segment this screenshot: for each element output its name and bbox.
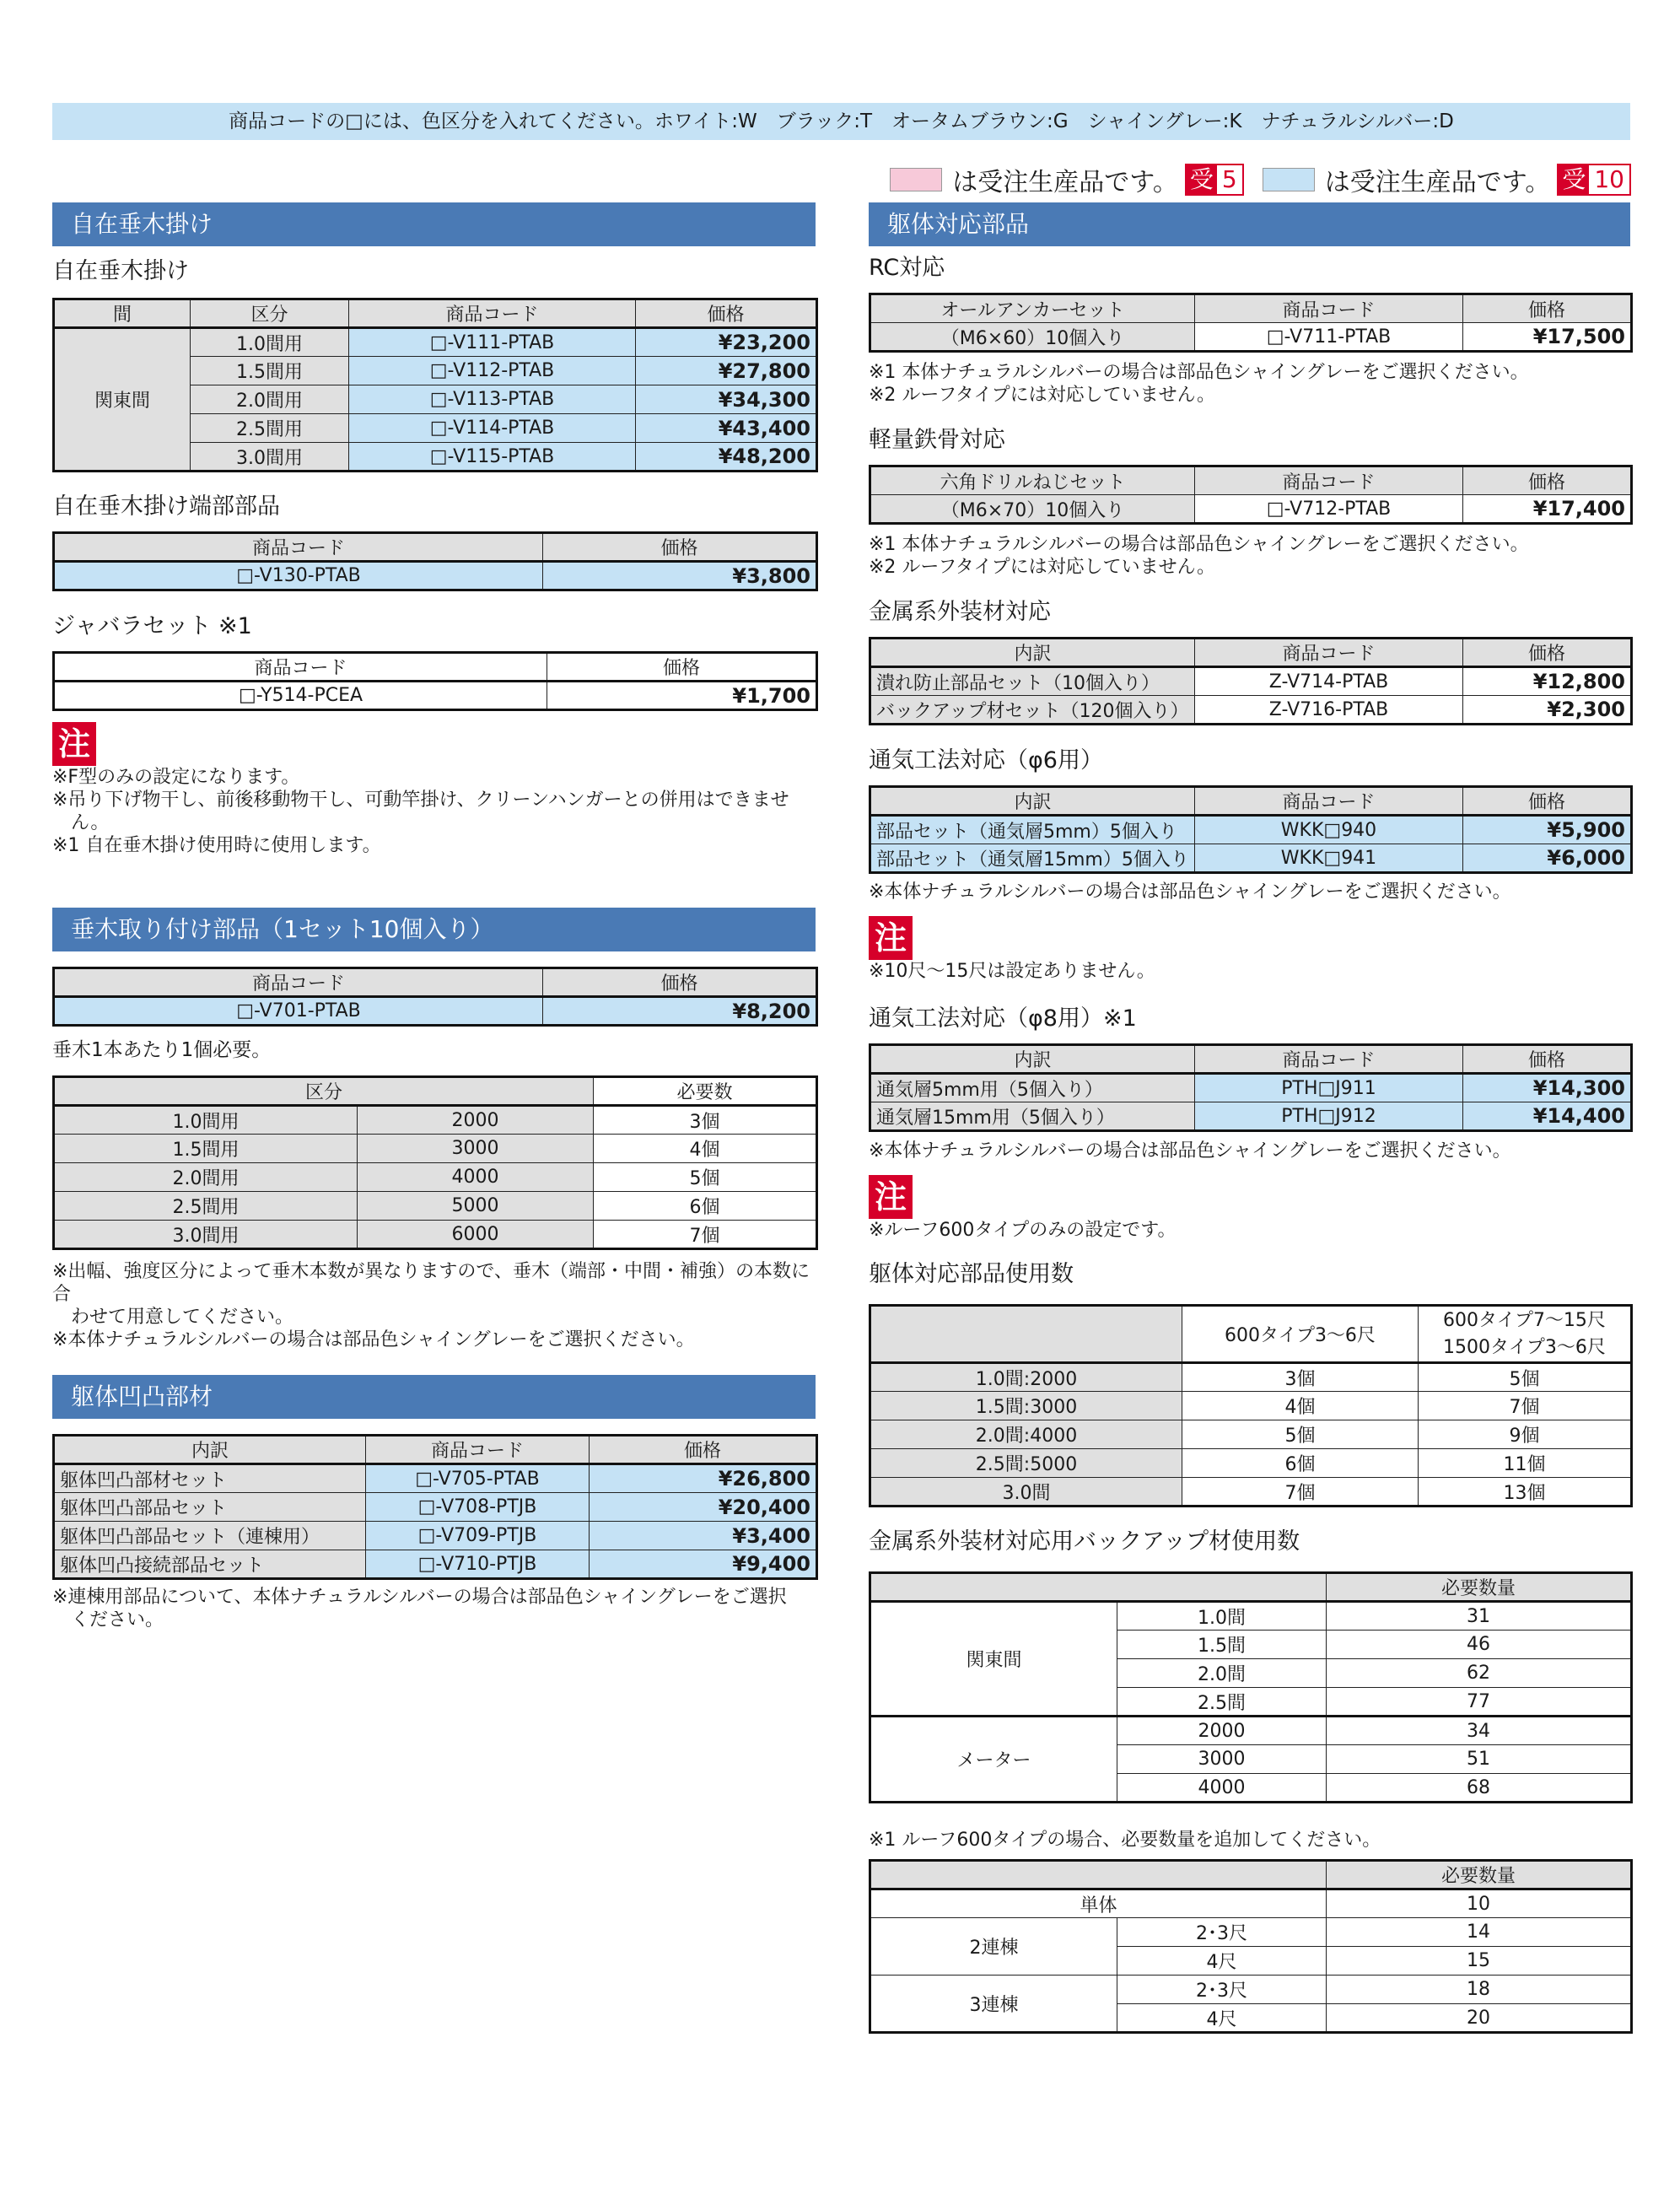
qty-cell: 15: [1327, 1947, 1632, 1976]
size-cell: 4000: [358, 1163, 594, 1192]
qty-cell: 62: [1327, 1659, 1632, 1688]
kubun-cell: 1.0間用: [54, 1106, 358, 1135]
price-cell: ¥14,400: [1463, 1102, 1632, 1131]
legend-text-2: は受注生産品です。: [1324, 168, 1551, 197]
code-cell: PTH□J911: [1195, 1074, 1463, 1102]
table-row: [870, 466, 1632, 495]
table-row: [54, 1106, 817, 1135]
backup-table: [869, 1571, 1630, 1803]
col-header: 商品コード: [54, 533, 543, 562]
kubun-cell: 3.0間用: [54, 1221, 358, 1249]
label-cell: 1.5間:3000: [870, 1392, 1182, 1420]
taruki-info: 垂木1本あたり1個必要。: [52, 1039, 272, 1061]
col-header: 商品コード: [1195, 294, 1463, 323]
table-row: [870, 1717, 1632, 1745]
qty-cell: 6個: [1182, 1449, 1419, 1478]
notes-taruki: [52, 1260, 816, 1351]
code-cell: □-Y514-PCEA: [54, 682, 547, 710]
col-header: 価格: [543, 533, 817, 562]
qty-cell: 7個: [1182, 1478, 1419, 1507]
code-cell: □-V115-PTAB: [349, 443, 636, 472]
qty-cell: 7個: [594, 1221, 817, 1249]
col-header: 600タイプ3～6尺: [1182, 1306, 1419, 1363]
name-cell: （M6×70）10個入り: [870, 495, 1195, 524]
section-title: 自在垂木掛け: [52, 202, 816, 246]
table-row: [870, 1074, 1632, 1102]
caution-icon: 注: [869, 916, 913, 960]
col-header: 価格: [547, 653, 817, 682]
col-header: 価格: [636, 299, 817, 328]
group-cell: 関東間: [54, 328, 191, 472]
qty-cell: 4個: [1182, 1392, 1419, 1420]
note: ※1 本体ナチュラルシルバーの場合は部品色シャイングレーをご選択ください。: [869, 362, 1529, 383]
section-title: 躯体凹凸部材: [52, 1375, 816, 1419]
size-cell: 6000: [358, 1221, 594, 1249]
code-cell: WKK□940: [1195, 816, 1463, 844]
qty-cell: 4個: [594, 1135, 817, 1163]
sub-title-rc: RC対応: [869, 255, 945, 281]
col-header: 価格: [1463, 1045, 1632, 1074]
qty-cell: 10: [1327, 1889, 1632, 1918]
col-header: 商品コード: [54, 653, 547, 682]
name-cell: 躯体凹凸接続部品セット: [54, 1550, 366, 1579]
price-cell: ¥9,400: [590, 1550, 817, 1579]
table-row: [870, 816, 1632, 844]
price-cell: ¥20,400: [590, 1493, 817, 1522]
color-code-banner: 商品コードの□には、色区分を入れてください。ホワイト:W ブラック:T オータムブラウン:G シャイングレー:K ナチュラルシルバー:D: [52, 103, 1630, 140]
name-cell: 躯体凹凸部品セット（連棟用）: [54, 1522, 366, 1550]
kinzoku-table: [869, 637, 1630, 725]
code-cell: □-V114-PTAB: [349, 414, 636, 443]
group-cell: 関東間: [870, 1602, 1117, 1717]
note: ※本体ナチュラルシルバーの場合は部品色シャイングレーをご選択ください。: [52, 1329, 695, 1350]
note-kutai-otsu: ※連棟用部品について、本体ナチュラルシルバーの場合は部品色シャイングレーをご選択 ください。: [52, 1587, 787, 1631]
qty-cell: 11個: [1419, 1449, 1632, 1478]
qty-cell: 5個: [1182, 1420, 1419, 1449]
col-header: 内訳: [870, 787, 1195, 816]
table-row: [54, 1493, 817, 1522]
kubun-cell: 3.0間用: [191, 443, 349, 472]
price-cell: ¥8,200: [543, 997, 817, 1026]
col-header-empty: [870, 1306, 1182, 1363]
col-header: 内訳: [54, 1436, 366, 1464]
size-cell: 3000: [358, 1135, 594, 1163]
section-header-kutai: [869, 202, 1630, 246]
price-cell: ¥3,800: [543, 562, 817, 590]
kubun-cell: 1.0間用: [191, 328, 349, 357]
qty-cell: 5個: [1419, 1363, 1632, 1392]
group-cell: 2連棟: [870, 1918, 1117, 1976]
key-cell: 2.0間: [1117, 1659, 1327, 1688]
col-header: 内訳: [870, 1045, 1195, 1074]
note-tsuki8: ※本体ナチュラルシルバーの場合は部品色シャイングレーをご選択ください。: [869, 1140, 1511, 1162]
price-cell: ¥1,700: [547, 682, 817, 710]
table-row: [870, 844, 1632, 873]
name-cell: 通気層15mm用（5個入り）: [870, 1102, 1195, 1131]
table-row: [870, 294, 1632, 323]
price-cell: ¥26,800: [590, 1464, 817, 1493]
name-cell: 通気層5mm用（5個入り）: [870, 1074, 1195, 1102]
col-header-empty: [870, 1861, 1327, 1889]
code-cell: WKK□941: [1195, 844, 1463, 873]
caution-tsuki8: [869, 1175, 1630, 1242]
note: ※1 自在垂木掛け使用時に使用します。: [52, 835, 381, 856]
roof-table: [869, 1859, 1630, 2034]
sub-title-jabara: ジャバラセット ※1: [52, 613, 252, 639]
qty-cell: 3個: [1182, 1363, 1419, 1392]
qty-cell: 14: [1327, 1918, 1632, 1947]
col-header: 必要数量: [1327, 1573, 1632, 1602]
col-header: 価格: [543, 968, 817, 997]
key-cell: 2･3尺: [1117, 1918, 1327, 1947]
note-tsuki6: ※本体ナチュラルシルバーの場合は部品色シャイングレーをご選択ください。: [869, 881, 1511, 903]
table-row: [54, 682, 817, 710]
kubun-cell: 2.0間用: [191, 385, 349, 414]
key-cell: 3000: [1117, 1745, 1327, 1774]
name-cell: 躯体凹凸部材セット: [54, 1464, 366, 1493]
kubun-cell: 2.5間用: [191, 414, 349, 443]
code-cell: □-V710-PTJB: [366, 1550, 590, 1579]
col-header: 必要数: [594, 1077, 817, 1106]
code-cell: □-V701-PTAB: [54, 997, 543, 1026]
qty-cell: 46: [1327, 1631, 1632, 1659]
price-cell: ¥48,200: [636, 443, 817, 472]
col-header: [1419, 1306, 1632, 1363]
notes-rc: [869, 361, 1630, 407]
code-cell: □-V705-PTAB: [366, 1464, 590, 1493]
table-row: [54, 1163, 817, 1192]
name-cell: バックアップ材セット（120個入り）: [870, 696, 1195, 725]
section-header-kutai-otsu: [52, 1375, 816, 1419]
qty-cell: 20: [1327, 2004, 1632, 2033]
badge-u: 受: [1559, 165, 1589, 194]
tsuki6-table: [869, 785, 1630, 874]
legend-text-1: は受注生産品です。: [952, 168, 1178, 197]
caution-icon: 注: [52, 722, 96, 766]
qty-cell: 31: [1327, 1602, 1632, 1631]
tsuki8-table: [869, 1043, 1630, 1132]
sub-title-tsuki6: 通気工法対応（φ6用）: [869, 747, 1103, 774]
badge-u: 受: [1187, 165, 1217, 194]
qty-cell: 13個: [1419, 1478, 1632, 1507]
col-header: 商品コード: [1195, 787, 1463, 816]
jizai-price-table: [52, 298, 816, 472]
price-cell: ¥5,900: [1463, 816, 1632, 844]
key-cell: 4000: [1117, 1774, 1327, 1803]
col-header-line: 600タイプ7～15尺: [1443, 1309, 1606, 1331]
table-row: [870, 1392, 1632, 1420]
notes-kei: [869, 533, 1630, 579]
col-header: 区分: [191, 299, 349, 328]
caution-icon: 注: [869, 1175, 913, 1219]
qty-cell: 77: [1327, 1688, 1632, 1717]
code-cell: Z-V716-PTAB: [1195, 696, 1463, 725]
qty-cell: 51: [1327, 1745, 1632, 1774]
note: ※出幅、強度区分によって垂木本数が異なりますので、垂木（端部・中間・補強）の本数に合 わせて用意してください。: [52, 1261, 810, 1328]
name-cell: （M6×60）10個入り: [870, 323, 1195, 352]
rc-table: [869, 293, 1630, 353]
notes-jizai: [52, 722, 816, 857]
price-cell: ¥2,300: [1463, 696, 1632, 725]
key-cell: 4尺: [1117, 1947, 1327, 1976]
key-cell: 2･3尺: [1117, 1976, 1327, 2004]
table-row: [870, 1918, 1632, 1947]
name-cell: 六角ドリルねじセット: [870, 466, 1195, 495]
code-cell: □-V113-PTAB: [349, 385, 636, 414]
qty-cell: 6個: [594, 1192, 817, 1221]
table-row: [54, 328, 817, 357]
section-title: 垂木取り付け部品（1セット10個入り）: [52, 908, 816, 951]
sub-title-shiyo: 躯体対応部品使用数: [869, 1261, 1074, 1287]
table-row: [870, 1449, 1632, 1478]
col-header-line: 1500タイプ3～6尺: [1443, 1336, 1606, 1358]
taruki-qty-table: [52, 1075, 816, 1250]
qty-cell: 18: [1327, 1976, 1632, 2004]
note: ※1 本体ナチュラルシルバーの場合は部品色シャイングレーをご選択ください。: [869, 534, 1529, 555]
legend: [890, 162, 1631, 197]
sub-title-tsuki8: 通気工法対応（φ8用）※1: [869, 1005, 1137, 1032]
price-cell: ¥3,400: [590, 1522, 817, 1550]
price-cell: ¥12,800: [1463, 667, 1632, 696]
order-badge-10: [1557, 164, 1631, 196]
kei-table: [869, 465, 1630, 525]
col-header: 必要数量: [1327, 1861, 1632, 1889]
col-header: 間: [54, 299, 191, 328]
kubun-cell: 1.5間用: [191, 357, 349, 385]
kubun-cell: 2.5間用: [54, 1192, 358, 1221]
name-cell: 部品セット（通気層5mm）5個入り: [870, 816, 1195, 844]
label-cell: 2.5間:5000: [870, 1449, 1182, 1478]
blue-swatch: [1263, 168, 1315, 191]
price-cell: ¥23,200: [636, 328, 817, 357]
col-header: 内訳: [870, 639, 1195, 667]
col-header: 区分: [54, 1077, 594, 1106]
order-badge-5: [1185, 164, 1244, 196]
caution-tsuki6: [869, 916, 1630, 983]
note: ※F型のみの設定になります。: [52, 767, 300, 788]
col-header: 商品コード: [1195, 639, 1463, 667]
note: ※2 ルーフタイプには対応していません。: [869, 385, 1216, 406]
note: ※ルーフ600タイプのみの設定です。: [869, 1220, 1177, 1241]
section-header-jizai: [52, 202, 816, 246]
sub-title-kei: 軽量鉄骨対応: [869, 427, 1005, 453]
code-cell: □-V111-PTAB: [349, 328, 636, 357]
note-backup: ※1 ルーフ600タイプの場合、必要数量を追加してください。: [869, 1830, 1381, 1851]
code-cell: Z-V714-PTAB: [1195, 667, 1463, 696]
qty-cell: 5個: [594, 1163, 817, 1192]
table-row: [54, 1135, 817, 1163]
code-cell: PTH□J912: [1195, 1102, 1463, 1131]
label-cell: 3.0間: [870, 1478, 1182, 1507]
code-cell: □-V711-PTAB: [1195, 323, 1463, 352]
kubun-cell: 2.0間用: [54, 1163, 358, 1192]
code-cell: □-V708-PTJB: [366, 1493, 590, 1522]
name-cell: 潰れ防止部品セット（10個入り）: [870, 667, 1195, 696]
note: ※吊り下げ物干し、前後移動物干し、可動竿掛け、クリーンハンガーとの併用はできませ ん。: [52, 790, 789, 833]
pink-swatch: [890, 168, 942, 191]
name-cell: オールアンカーセット: [870, 294, 1195, 323]
col-header-empty: [870, 1573, 1327, 1602]
price-cell: ¥27,800: [636, 357, 817, 385]
note: ※10尺～15尺は設定ありません。: [869, 961, 1155, 982]
col-header: 価格: [1463, 639, 1632, 667]
table-row: [870, 323, 1632, 352]
qty-cell: 7個: [1419, 1392, 1632, 1420]
table-row: [54, 1192, 817, 1221]
note: ※2 ルーフタイプには対応していません。: [869, 557, 1216, 578]
table-row: [870, 495, 1632, 524]
key-cell: 1.0間: [1117, 1602, 1327, 1631]
table-row: [870, 1478, 1632, 1507]
price-cell: ¥34,300: [636, 385, 817, 414]
code-cell: □-V709-PTJB: [366, 1522, 590, 1550]
table-row: [870, 1363, 1632, 1392]
sub-title-backup: 金属系外装材対応用バックアップ材使用数: [869, 1528, 1300, 1555]
code-cell: □-V112-PTAB: [349, 357, 636, 385]
key-cell: 4尺: [1117, 2004, 1327, 2033]
col-header: 商品コード: [349, 299, 636, 328]
table-row: [870, 1602, 1632, 1631]
col-header: 商品コード: [1195, 1045, 1463, 1074]
table-row: [54, 1464, 817, 1493]
label-cell: 1.0間:2000: [870, 1363, 1182, 1392]
badge-n: 5: [1217, 165, 1242, 194]
price-cell: ¥43,400: [636, 414, 817, 443]
name-cell: 躯体凹凸部品セット: [54, 1493, 366, 1522]
table-row: [54, 1221, 817, 1249]
price-cell: ¥17,500: [1463, 323, 1632, 352]
col-header: 価格: [590, 1436, 817, 1464]
code-cell: □-V712-PTAB: [1195, 495, 1463, 524]
key-cell: 2.5間: [1117, 1688, 1327, 1717]
jabara-price-table: [52, 651, 816, 711]
col-header: 商品コード: [54, 968, 543, 997]
label-cell: 2.0間:4000: [870, 1420, 1182, 1449]
name-cell: 部品セット（通気層15mm）5個入り: [870, 844, 1195, 873]
price-cell: ¥14,300: [1463, 1074, 1632, 1102]
badge-n: 10: [1589, 165, 1629, 194]
qty-cell: 9個: [1419, 1420, 1632, 1449]
qty-cell: 34: [1327, 1717, 1632, 1745]
section-header-taruki: [52, 908, 816, 951]
shiyo-table: [869, 1304, 1630, 1507]
qty-cell: 3個: [594, 1106, 817, 1135]
group-cell: 単体: [870, 1889, 1327, 1918]
col-header: 価格: [1463, 466, 1632, 495]
table-row: [870, 667, 1632, 696]
section-title: 躯体対応部品: [869, 202, 1630, 246]
sub-title-kinzoku: 金属系外装材対応: [869, 599, 1051, 625]
sub-title-tanbu: 自在垂木掛け端部部品: [52, 493, 280, 520]
size-cell: 2000: [358, 1106, 594, 1135]
sub-title-jizai: 自在垂木掛け: [52, 258, 189, 284]
group-cell: 3連棟: [870, 1976, 1117, 2033]
table-row: [870, 1889, 1632, 1918]
col-header: 価格: [1463, 787, 1632, 816]
table-row: [54, 562, 817, 590]
kutai-otsu-table: [52, 1434, 816, 1580]
key-cell: 1.5間: [1117, 1631, 1327, 1659]
table-row: [54, 1550, 817, 1579]
group-cell: メーター: [870, 1717, 1117, 1803]
table-row: [870, 696, 1632, 725]
code-cell: □-V130-PTAB: [54, 562, 543, 590]
table-row: [870, 1102, 1632, 1131]
table-row: [54, 1522, 817, 1550]
price-cell: ¥17,400: [1463, 495, 1632, 524]
qty-cell: 68: [1327, 1774, 1632, 1803]
price-cell: ¥6,000: [1463, 844, 1632, 873]
kubun-cell: 1.5間用: [54, 1135, 358, 1163]
taruki-price-table: [52, 967, 816, 1027]
col-header: 商品コード: [1195, 466, 1463, 495]
table-row: [870, 1976, 1632, 2004]
tanbu-price-table: [52, 531, 816, 591]
size-cell: 5000: [358, 1192, 594, 1221]
key-cell: 2000: [1117, 1717, 1327, 1745]
table-row: [870, 1420, 1632, 1449]
col-header: 商品コード: [366, 1436, 590, 1464]
col-header: 価格: [1463, 294, 1632, 323]
table-row: [54, 997, 817, 1026]
